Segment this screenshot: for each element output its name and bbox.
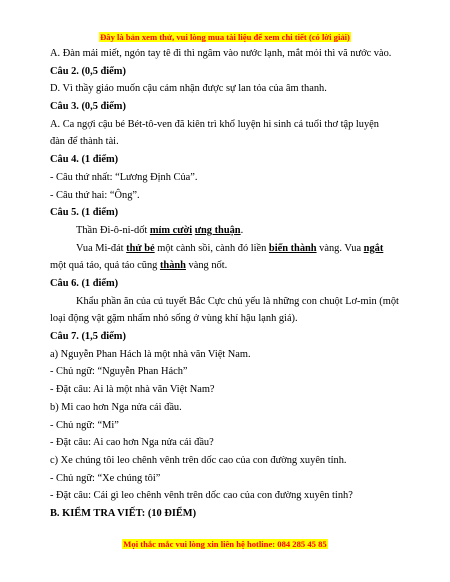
section-heading: B. KIỂM TRA VIẾT: (10 ĐIỂM) [50,507,197,519]
highlighted-verb: ngắt [363,242,384,254]
highlighted-verb: biến thành [268,242,317,254]
answer-line: - Đặt câu: Ai cao hơn Nga nửa cái đầu? [50,437,214,449]
answer-key-content [50,45,402,523]
answer-paragraph: Khẩu phần ăn của cú tuyết Bắc Cực chủ yếu là những con chuột Lơ-min (một loại động vật gặm nhấm nhỏ sống ở vùng khí hậu lạnh giá). [50,295,399,325]
answer-line: A. Ca ngợi cậu bé Bét-tô-ven đã kiên trì khổ luyện hi sinh cả tuổi thơ tập luyện [50,118,379,130]
question-heading: Câu 5. (1 điểm) [50,207,119,219]
answer-line: - Đặt câu: Ai là một nhà văn Việt Nam? [50,384,215,396]
answer-line: đàn để thành tài. [50,136,119,148]
answer-line: - Chủ ngữ: “Mi” [50,419,119,431]
highlighted-verb: thành [159,260,186,272]
answer-line: A. Đàn mải miết, ngón tay tê đi thì ngâm vào nước lạnh, mắt mỏi thì vã nước vào. [50,48,392,59]
question-heading: Câu 7. (1,5 điểm) [50,331,126,343]
answer-paragraph [50,240,402,275]
answer-line: - Đặt câu: Cái gì leo chênh vênh trên dốc cao của con đường xuyên tỉnh? [50,490,353,502]
preview-banner [0,27,450,45]
answer-line: c) Xe chúng tôi leo chênh vênh trên dốc cao của con đường xuyên tỉnh. [50,454,347,466]
highlighted-verb: ưng thuận [194,224,241,236]
answer-line: - Chủ ngữ: “Xe chúng tôi” [50,472,161,484]
plain-text: một cành sồi, cành đó liền [154,242,269,254]
plain-text: vàng nốt. [185,260,228,272]
question-heading: Câu 6. (1 điểm) [50,277,119,289]
answer-line: b) Mi cao hơn Nga nửa cái đầu. [50,401,182,413]
answer-line: - Câu thứ nhất: “Lương Định Của”. [50,171,198,183]
hotline-banner [0,534,450,552]
question-heading: Câu 2. (0,5 điểm) [50,65,126,77]
plain-text: . [240,224,244,236]
plain-text: Thần Đi-ô-ni-dốt [76,224,150,236]
answer-line [50,222,402,240]
answer-line: - Chủ ngữ: “Nguyễn Phan Hách” [50,366,188,378]
hotline-banner-text: Mọi thắc mắc vui lòng xin liên hệ hotline: 084 285 45 85 [123,539,327,549]
preview-banner-text: Đây là bản xem thử, vui lòng mua tài liệu để xem chi tiết (có lời giải) [100,32,350,42]
answer-line: D. Vì thầy giáo muốn cậu cảm nhận được sự lan tỏa của âm thanh. [50,83,327,95]
plain-text: một quả táo, quả táo cũng [50,260,160,272]
highlighted-verb: mỉm cười [149,224,193,236]
highlighted-verb: thử bẻ [126,242,155,254]
answer-line: - Câu thứ hai: “Ông”. [50,189,140,201]
answer-line: a) Nguyễn Phan Hách là một nhà văn Việt Nam. [50,348,251,360]
plain-text: vàng. Vua [316,242,364,254]
question-heading: Câu 4. (1 điểm) [50,154,119,166]
plain-text: Vua Mi-đát [76,242,127,254]
question-heading: Câu 3. (0,5 điểm) [50,101,126,113]
